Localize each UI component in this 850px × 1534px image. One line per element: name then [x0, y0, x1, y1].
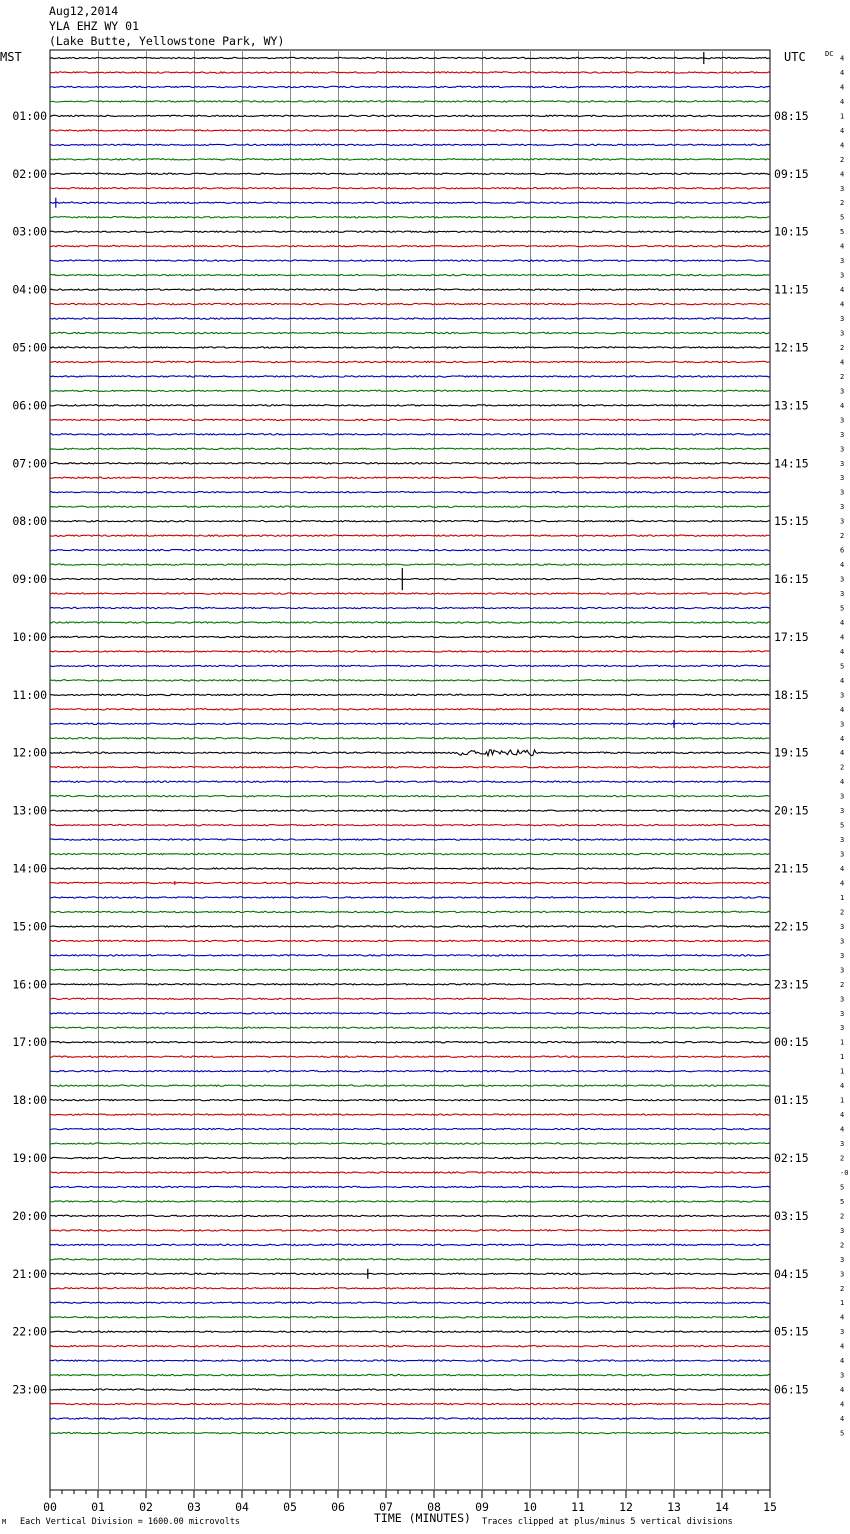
trace-line: [50, 1374, 770, 1375]
left-hour-label: 02:00: [12, 166, 47, 181]
trace-line: [50, 868, 770, 869]
trace-line: [50, 578, 770, 579]
dc-offset-label: 4: [840, 242, 845, 251]
dc-offset-label: 4: [840, 1357, 845, 1366]
left-hour-label: 12:00: [12, 745, 47, 760]
trace-line: [50, 651, 770, 652]
dc-offset-label: 3: [840, 474, 845, 483]
trace-line: [50, 940, 770, 941]
left-hour-label: 21:00: [12, 1266, 47, 1281]
dc-offset-label: 4: [840, 1111, 845, 1120]
right-hour-label: 14:15: [774, 456, 809, 471]
trace-line: [50, 593, 770, 594]
trace-line: [50, 680, 770, 681]
trace-line: [50, 1186, 770, 1187]
trace-line: [50, 897, 770, 898]
dc-offset-label: 4: [840, 749, 845, 758]
left-hour-label: 09:00: [12, 572, 47, 587]
dc-label: DC: [825, 50, 834, 58]
dc-offset-label: 4: [840, 1313, 845, 1322]
dc-offset-label: 3: [840, 329, 845, 338]
trace-line: [50, 202, 770, 203]
trace-line: [50, 723, 770, 724]
dc-offset-label: 5: [840, 1429, 845, 1438]
dc-offset-label: 4: [840, 69, 845, 77]
dc-offset-label: 4: [840, 633, 845, 642]
right-hour-label: 09:15: [774, 166, 809, 181]
trace-line: [50, 1273, 770, 1274]
dc-offset-label: 1: [840, 1053, 845, 1062]
dc-offset-label: 4: [840, 619, 845, 627]
dc-offset-label: 3: [840, 850, 845, 859]
left-hour-label: 16:00: [12, 977, 47, 992]
trace-line: [50, 347, 770, 348]
dc-offset-label: 3: [840, 459, 845, 468]
dc-offset-label: 4: [840, 1342, 845, 1351]
dc-offset-label: 4: [840, 705, 845, 714]
dc-offset-label: 3: [840, 966, 845, 975]
trace-line: [50, 289, 770, 290]
trace-line: [50, 709, 770, 710]
trace-line: [50, 665, 770, 666]
trace-line: [50, 1288, 770, 1289]
dc-offset-label: 4: [840, 1415, 845, 1423]
left-hour-label: 08:00: [12, 514, 47, 529]
dc-offset-label: 5: [840, 228, 845, 237]
trace-line: [50, 1259, 770, 1260]
left-hour-label: 23:00: [12, 1382, 47, 1397]
dc-offset-label: 5: [840, 1197, 845, 1206]
traces: [50, 52, 770, 1434]
dc-offset-label: 4: [840, 358, 845, 367]
dc-offset-label: 4: [840, 97, 845, 106]
trace-line: [50, 1201, 770, 1202]
dc-offset-label: 3: [840, 575, 845, 584]
dc-offset-label: 3: [840, 720, 845, 729]
right-hour-label: 20:15: [774, 803, 809, 818]
dc-offset-label: 4: [840, 1082, 845, 1091]
right-hour-label: 17:15: [774, 629, 809, 644]
x-tick-label: 06: [331, 1500, 345, 1514]
right-hour-label: 01:15: [774, 1093, 809, 1108]
dc-offset-label: 3: [840, 1140, 845, 1148]
trace-line: [50, 738, 770, 739]
left-hour-label: 19:00: [12, 1151, 47, 1165]
right-hour-label: 00:15: [774, 1035, 809, 1050]
trace-line: [50, 57, 770, 58]
trace-line: [50, 1099, 770, 1100]
dc-offset-label: 4: [840, 126, 845, 135]
dc-offset-label: 2: [840, 908, 845, 917]
trace-line: [50, 1418, 770, 1419]
dc-offset-label: 2: [840, 155, 845, 164]
left-hour-label: 03:00: [12, 224, 47, 239]
x-tick-label: 14: [715, 1500, 729, 1514]
trace-line: [50, 390, 770, 391]
x-tick-label: 00: [43, 1500, 57, 1514]
trace-line: [50, 839, 770, 840]
x-tick-label: 11: [571, 1500, 585, 1514]
dc-offset-label: 4: [840, 561, 845, 570]
trace-line: [50, 173, 770, 174]
dc-offset-label: 4: [840, 170, 845, 179]
left-hour-label: 13:00: [12, 803, 47, 818]
trace-line: [50, 245, 770, 246]
trace-line: [50, 636, 770, 637]
x-tick-label: 01: [91, 1500, 105, 1514]
x-tick-label: 12: [619, 1500, 633, 1514]
dc-offset-label: 3: [840, 807, 845, 816]
dc-offset-label: 3: [840, 1009, 845, 1018]
dc-offset-label: 3: [840, 995, 845, 1004]
dc-offset-label: 4: [840, 141, 845, 150]
trace-line: [50, 463, 770, 464]
trace-line: [50, 955, 770, 956]
trace-line: [50, 419, 770, 420]
trace-line: [50, 1432, 770, 1433]
x-tick-label: 09: [475, 1500, 489, 1514]
trace-line: [50, 434, 770, 435]
trace-line: [50, 1302, 770, 1303]
left-hour-label: 10:00: [12, 629, 47, 644]
left-hour-label: 14:00: [12, 861, 47, 876]
dc-offset-label: 3: [840, 517, 845, 526]
left-hour-label: 17:00: [12, 1035, 47, 1050]
trace-line: [50, 332, 770, 333]
trace-line: [50, 882, 770, 883]
trace-line: [50, 144, 770, 145]
right-hour-label: 02:15: [774, 1151, 809, 1165]
trace-line: [50, 376, 770, 377]
trace-line: [50, 781, 770, 782]
dc-offset-label: -0: [840, 1169, 849, 1177]
x-tick-label: 05: [283, 1500, 297, 1514]
dc-offset-label: 5: [840, 604, 845, 613]
dc-offset-label: 4: [840, 676, 845, 685]
x-tick-label: 13: [667, 1500, 681, 1514]
dc-offset-label: 2: [840, 199, 845, 208]
right-hour-label: 10:15: [774, 224, 809, 239]
trace-line: [50, 405, 770, 406]
dc-offset-label: 3: [840, 1328, 845, 1337]
dc-offset-label: 2: [840, 532, 845, 541]
left-hour-label: 18:00: [12, 1093, 47, 1108]
trace-line: [50, 72, 770, 73]
dc-offset-label: 3: [840, 951, 845, 960]
trace-line: [50, 1389, 770, 1390]
x-tick-label: 08: [427, 1500, 441, 1514]
dc-offset-label: 5: [840, 213, 845, 222]
trace-line: [50, 1056, 770, 1057]
trace-line: [50, 303, 770, 304]
dc-offset-label: 4: [840, 401, 845, 410]
trace-line: [50, 1128, 770, 1129]
dc-offset-label: 1: [840, 1067, 845, 1076]
trace-line: [50, 1070, 770, 1071]
dc-offset-label: 1: [840, 1299, 845, 1308]
right-hour-label: 12:15: [774, 340, 809, 355]
dc-offset-label: 6: [840, 546, 845, 555]
dc-offset-label: 2: [840, 1154, 845, 1163]
trace-line: [50, 217, 770, 218]
dc-offset-label: 4: [840, 734, 845, 743]
trace-line: [50, 607, 770, 608]
trace-line: [50, 750, 770, 756]
trace-line: [50, 101, 770, 102]
trace-line: [50, 969, 770, 970]
dc-offset-label: 2: [840, 1241, 845, 1250]
trace-line: [50, 824, 770, 825]
right-hour-label: 03:15: [774, 1208, 809, 1223]
right-hour-label: 22:15: [774, 919, 809, 934]
right-hour-label: 05:15: [774, 1324, 809, 1339]
trace-line: [50, 231, 770, 232]
trace-line: [50, 1345, 770, 1346]
trace-line: [50, 361, 770, 362]
trace-line: [50, 795, 770, 796]
right-hour-label: 08:15: [774, 108, 809, 123]
right-timezone-label: UTC: [784, 50, 806, 64]
trace-line: [50, 549, 770, 550]
dc-offset-label: 1: [840, 1096, 845, 1105]
dc-offset-label: 3: [840, 836, 845, 845]
right-hour-label: 04:15: [774, 1266, 809, 1281]
dc-offset-label: 4: [840, 879, 845, 888]
station-label: YLA EHZ WY 01: [49, 19, 140, 33]
dc-offset-label: 4: [840, 1386, 845, 1395]
dc-offset-label: 2: [840, 372, 845, 381]
right-hour-label: 13:15: [774, 398, 809, 413]
left-hour-label: 05:00: [12, 340, 47, 355]
left-hour-label: 06:00: [12, 398, 47, 413]
trace-line: [50, 1360, 770, 1361]
trace-line: [50, 1114, 770, 1115]
left-hour-label: 04:00: [12, 282, 47, 297]
right-hour-label: 19:15: [774, 745, 809, 760]
trace-line: [50, 911, 770, 912]
location-label: (Lake Butte, Yellowstone Park, WY): [49, 34, 285, 48]
left-hour-label: 22:00: [12, 1324, 47, 1339]
right-hour-label: 18:15: [774, 687, 809, 702]
trace-line: [50, 1331, 770, 1332]
trace-line: [50, 115, 770, 116]
right-hour-label: 15:15: [774, 514, 809, 529]
trace-line: [50, 810, 770, 811]
trace-line: [50, 926, 770, 927]
x-tick-label: 10: [523, 1500, 537, 1514]
dc-offset-label: 3: [840, 1226, 845, 1235]
trace-line: [50, 274, 770, 275]
left-hour-label: 11:00: [12, 687, 47, 702]
trace-line: [50, 984, 770, 985]
dc-offset-label: 3: [840, 937, 845, 946]
dc-offset-label: 3: [840, 445, 845, 454]
trace-line: [50, 1143, 770, 1144]
dc-offset-label: 4: [840, 865, 845, 873]
trace-line: [50, 506, 770, 507]
dc-offset-label: 3: [840, 488, 845, 497]
trace-line: [50, 477, 770, 478]
dc-offset-label: 3: [840, 792, 845, 801]
trace-line: [50, 492, 770, 493]
dc-offset-label: 4: [840, 778, 845, 787]
trace-line: [50, 159, 770, 160]
dc-offset-label: 3: [840, 315, 845, 323]
dc-offset-label: 4: [840, 1125, 845, 1134]
dc-offset-label: 5: [840, 1183, 845, 1192]
trace-line: [50, 1244, 770, 1245]
trace-line: [50, 1013, 770, 1014]
dc-offset-label: 1: [840, 112, 845, 121]
right-hour-label: 06:15: [774, 1382, 809, 1397]
dc-offset-label: 4: [840, 83, 845, 92]
trace-line: [50, 1230, 770, 1231]
dc-offset-label: 3: [840, 184, 845, 193]
trace-line: [50, 1317, 770, 1318]
trace-line: [50, 1042, 770, 1043]
trace-line: [50, 1027, 770, 1028]
dc-offset-label: 3: [840, 387, 845, 396]
dc-offset-label: 3: [840, 257, 845, 266]
dc-offset-label: 3: [840, 430, 845, 439]
x-tick-label: 07: [379, 1500, 393, 1514]
dc-offset-label: 2: [840, 1284, 845, 1293]
x-tick-label: 02: [139, 1500, 153, 1514]
trace-line: [50, 998, 770, 999]
trace-line: [50, 1403, 770, 1404]
right-hour-label: 21:15: [774, 861, 809, 876]
dc-offset-label: 4: [840, 286, 845, 295]
dc-offset-label: 2: [840, 980, 845, 989]
right-hour-label: 23:15: [774, 977, 809, 992]
dc-offset-label: 3: [840, 416, 845, 425]
trace-line: [50, 535, 770, 536]
right-hour-label: 16:15: [774, 572, 809, 587]
dc-offset-label: 1: [840, 1038, 845, 1047]
dc-offset-label: 1: [840, 894, 845, 902]
left-hour-label: 15:00: [12, 919, 47, 934]
scale-note: Each Vertical Division = 1600.00 microvolts: [20, 1517, 241, 1527]
trace-line: [50, 86, 770, 87]
dc-offset-label: 3: [840, 1371, 845, 1380]
dc-offset-label: 3: [840, 922, 845, 931]
dc-offset-label: 3: [840, 590, 845, 598]
dc-offset-label: 4: [840, 300, 845, 309]
trace-line: [50, 260, 770, 261]
trace-line: [50, 520, 770, 521]
trace-line: [50, 188, 770, 189]
x-axis-label: TIME (MINUTES): [374, 1511, 471, 1525]
dc-offset-label: 3: [840, 691, 845, 700]
dc-offset-label: 3: [840, 503, 845, 512]
dc-offset-label: 2: [840, 763, 845, 772]
corner-mark: M: [2, 1518, 7, 1526]
dc-offset-label: 4: [840, 647, 845, 656]
trace-line: [50, 448, 770, 449]
date-label: Aug12,2014: [49, 4, 119, 18]
right-hour-label: 11:15: [774, 282, 809, 297]
x-tick-label: 03: [187, 1500, 201, 1514]
left-hour-label: 20:00: [12, 1208, 47, 1223]
trace-line: [50, 1215, 770, 1216]
dc-offset-label: 3: [840, 271, 845, 280]
left-hour-label: 07:00: [12, 456, 47, 471]
trace-line: [50, 767, 770, 768]
dc-offset-label: 5: [840, 821, 845, 830]
dc-offset-label: 3: [840, 1270, 845, 1279]
trace-line: [50, 1085, 770, 1086]
dc-offset-label: 2: [840, 1212, 845, 1221]
left-hour-label: 01:00: [12, 108, 47, 123]
trace-line: [50, 318, 770, 319]
dc-offset-label: 4: [840, 54, 845, 63]
dc-offset-label: 3: [840, 1024, 845, 1033]
dc-offset-label: 2: [840, 344, 845, 352]
trace-line: [50, 853, 770, 854]
axes: [12, 55, 848, 1515]
x-tick-label: 04: [235, 1500, 249, 1514]
trace-line: [50, 1172, 770, 1173]
trace-line: [50, 622, 770, 623]
x-tick-label: 15: [763, 1500, 777, 1514]
clip-note: Traces clipped at plus/minus 5 vertical divisions: [482, 1517, 733, 1527]
dc-offset-label: 5: [840, 662, 845, 671]
left-timezone-label: MST: [0, 50, 22, 64]
trace-line: [50, 1157, 770, 1158]
trace-line: [50, 130, 770, 131]
dc-offset-label: 3: [840, 1255, 845, 1264]
trace-line: [50, 694, 770, 695]
dc-offset-label: 4: [840, 1400, 845, 1409]
trace-line: [50, 564, 770, 565]
